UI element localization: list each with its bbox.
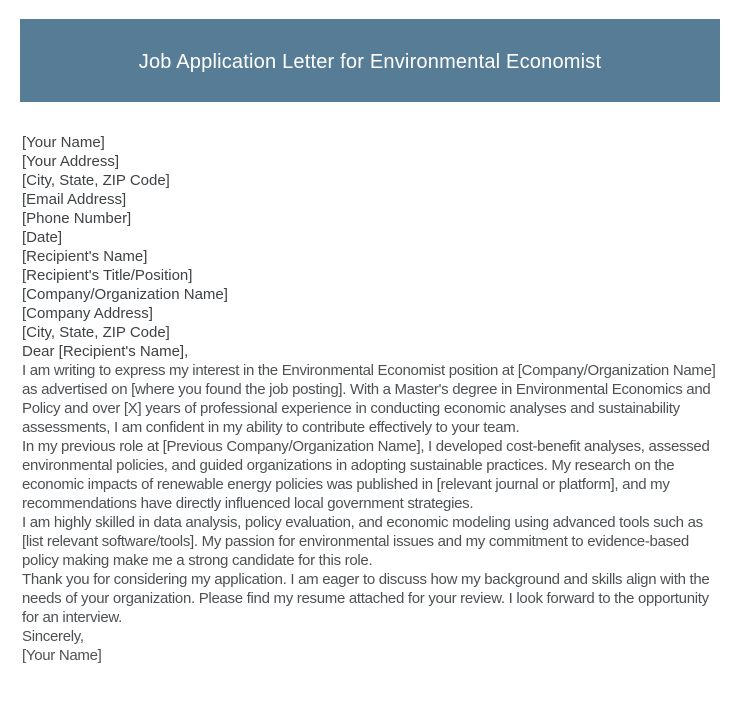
- letter-line-company-address: [Company Address]: [22, 305, 153, 322]
- letter-line-recipient-title: [Recipient's Title/Position]: [22, 267, 193, 284]
- letter-line-company-name: [Company/Organization Name]: [22, 286, 228, 303]
- letter-title-banner: [20, 19, 720, 102]
- letter-line-recipient-name: [Recipient's Name]: [22, 248, 148, 265]
- letter-salutation: Dear [Recipient's Name],: [22, 343, 189, 360]
- letter-line-company-city-state-zip: [City, State, ZIP Code]: [22, 324, 170, 341]
- letter-line-phone: [Phone Number]: [22, 210, 132, 227]
- letter-line-your-address: [Your Address]: [22, 153, 120, 170]
- letter-paragraph-thanks: Thank you for considering my application. I am eager to discuss how my background and skills align with the needs of your organization. Please find my resume attached for your review. I look forward to the opportunity for an interview.: [22, 571, 710, 626]
- letter-paragraph-intro: I am writing to express my interest in the Environmental Economist position at [Company/Organization Name] as advertised on [where you found the job posting]. With a Master's degree in Environmental Economics and Policy and over [X] years of professional experience in conducting economic analyses and sustainability assessments, I am confident in my ability to contribute effectively to your team.: [22, 362, 716, 436]
- letter-body: [0, 133, 740, 665]
- letter-signature: [Your Name]: [22, 647, 102, 664]
- letter-line-your-name: [Your Name]: [22, 134, 105, 151]
- letter-line-city-state-zip: [City, State, ZIP Code]: [22, 172, 170, 189]
- letter-line-email: [Email Address]: [22, 191, 127, 208]
- letter-paragraph-experience: In my previous role at [Previous Company/Organization Name], I developed cost-benefit analyses, assessed environmental policies, and guided organizations in adopting sustainable practices. My research on the economic impacts of renewable energy policies was published in [relevant journal or platform], and my recommendations have directly influenced local government strategies.: [22, 438, 710, 512]
- letter-line-date: [Date]: [22, 229, 63, 246]
- letter-paragraph-skills: I am highly skilled in data analysis, policy evaluation, and economic modeling using advanced tools such as [list relevant software/tools]. My passion for environmental issues and my commitment to evidence-based policy making make me a strong candidate for this role.: [22, 514, 703, 569]
- page-title: Job Application Letter for Environmental Economist: [138, 50, 602, 73]
- sender-recipient-block: [22, 133, 720, 361]
- letter-closing: Sincerely,: [22, 628, 84, 645]
- letter-page: [0, 19, 740, 724]
